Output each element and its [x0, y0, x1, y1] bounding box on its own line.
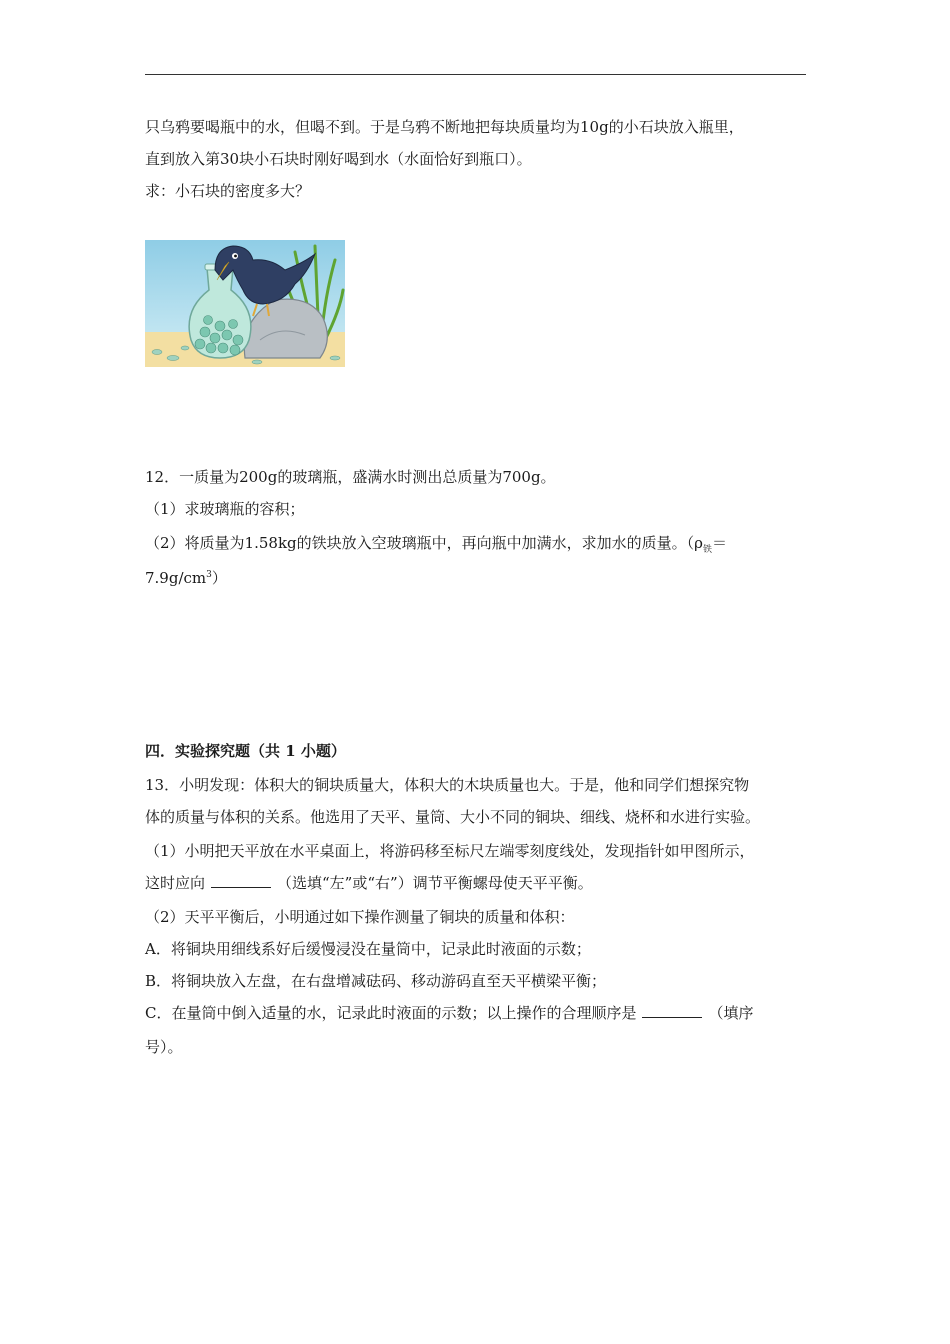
q13-part1-continued: [145, 872, 593, 894]
q11-line2: 直到放入第30块小石块时刚好喝到水（水面恰好到瓶口）。: [145, 150, 532, 168]
answer-blank-2[interactable]: [642, 1003, 702, 1018]
q12-part2-equals: ＝: [711, 534, 727, 552]
q13-option-c-tail: （填序: [708, 1004, 754, 1022]
q13-part1-text-b: （选填“左”或“右”）调节平衡螺母使天平平衡。: [277, 874, 593, 892]
q13-line1: 13．小明发现：体积大的铜块质量大，体积大的木块质量也大。于是，他和同学们想探究物: [145, 776, 750, 794]
q12-stem: 12．一质量为200g的玻璃瓶，盛满水时测出总质量为700g。: [145, 468, 556, 486]
q12-density-superscript: 3: [206, 570, 212, 580]
q11-line1: 只乌鸦要喝瓶中的水，但喝不到。于是乌鸦不断地把每块质量均为10g的小石块放入瓶里，: [145, 118, 744, 136]
q11-question: 求：小石块的密度多大？: [145, 182, 311, 200]
answer-blank-1[interactable]: [211, 873, 271, 888]
q12-density-value: 7.9g/cm: [145, 569, 207, 587]
q12-part2-close: ）: [211, 569, 227, 587]
q13-part1-text-a: 这时应向: [145, 874, 206, 892]
q12-part2-continued: [145, 564, 227, 589]
header-rule: [145, 74, 806, 75]
q13-line2: 体的质量与体积的关系。他选用了天平、量筒、大小不同的铜块、细线、烧杯和水进行实验。: [145, 808, 761, 826]
q12-part2: [145, 532, 727, 561]
q12-part2-text: （2）将质量为1.58kg的铁块放入空玻璃瓶中，再向瓶中加满水，求加水的质量。（ρ: [145, 534, 703, 552]
q13-end: 号）。: [145, 1038, 183, 1056]
q13-part1: （1）小明把天平放在水平桌面上，将游码移至标尺左端零刻度线处，发现指针如甲图所示，: [145, 842, 755, 860]
q13-option-b: B．将铜块放入左盘，在右盘增减砝码、移动游码直至天平横梁平衡；: [145, 972, 607, 990]
q12-part1: （1）求玻璃瓶的容积；: [145, 500, 305, 518]
q12-part2-subscript: 铁: [702, 545, 712, 555]
q13-option-a: A．将铜块用细线系好后缓慢浸没在量筒中，记录此时液面的示数；: [145, 940, 591, 958]
q13-option-c: [145, 1002, 754, 1024]
section-title: 四．实验探究题（共 1 小题）: [145, 742, 346, 760]
crow-bottle-illustration: [145, 240, 345, 367]
q13-option-c-text: C．在量筒中倒入适量的水，记录此时液面的示数；以上操作的合理顺序是: [145, 1004, 637, 1022]
q13-part2: （2）天平平衡后，小明通过如下操作测量了铜块的质量和体积：: [145, 908, 575, 926]
